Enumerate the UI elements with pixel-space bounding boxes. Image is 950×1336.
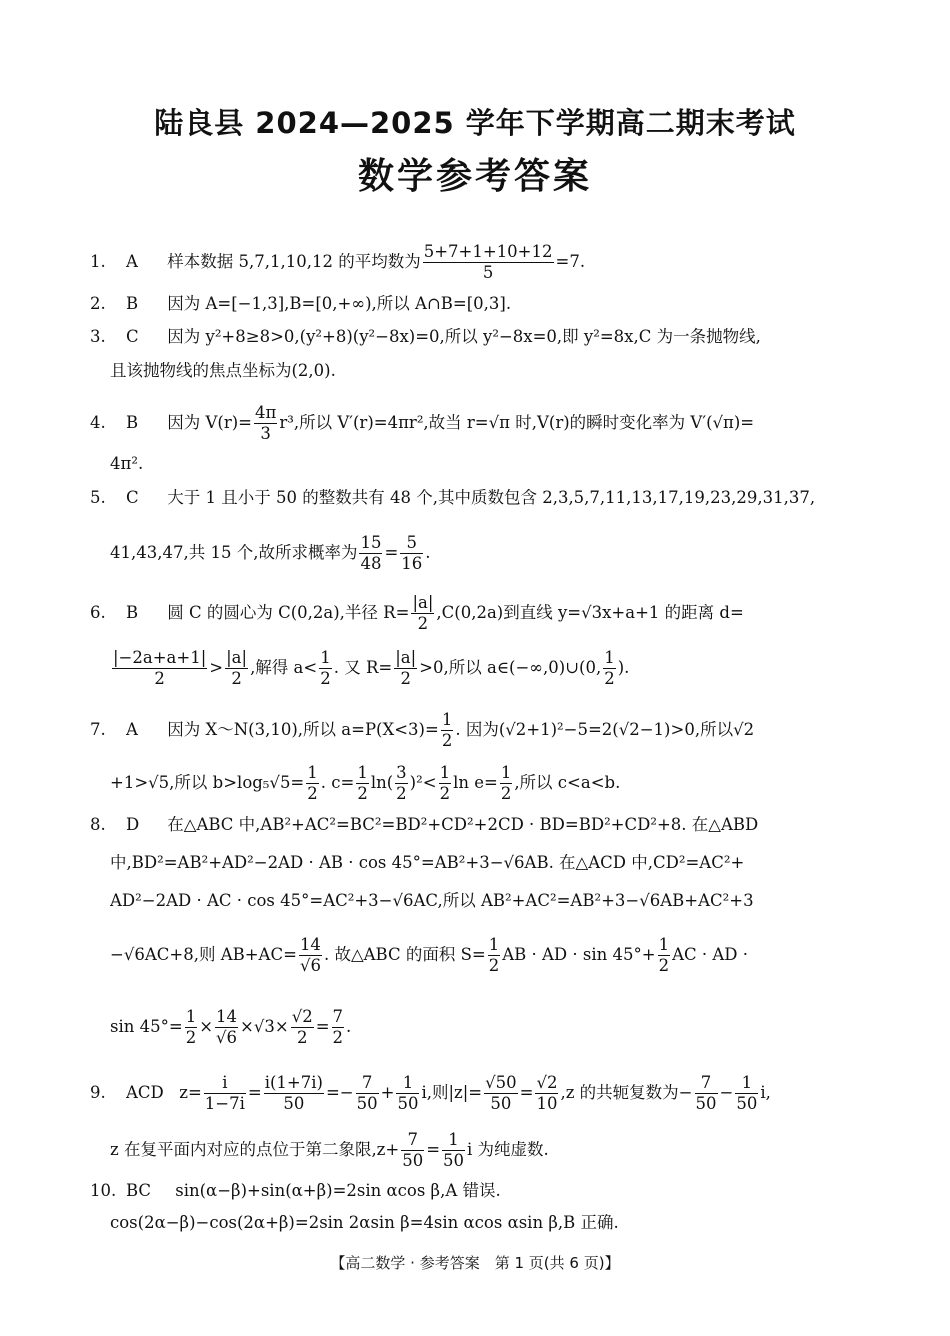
q-answer: B xyxy=(126,413,139,432)
q-num: 6. xyxy=(90,603,106,622)
answer-2 xyxy=(90,292,870,316)
q-answer: C xyxy=(126,327,139,346)
fraction: $\frac{3}{2}$ xyxy=(396,763,407,803)
q-num: 10. xyxy=(90,1181,117,1200)
answer-4: 4. B 因为 V(r)= $\frac{4\pi}{3}$ r³,所以 V′(r)=4πr²,故当 r=√π 时,V(r)的瞬时变化率为 V′(√π)= xyxy=(90,403,755,443)
fraction: $\frac{7}{50}$ xyxy=(695,1073,717,1113)
q-num: 3. xyxy=(90,327,106,346)
q-answer: C xyxy=(126,488,139,507)
fraction: $\frac{1}{2}$ xyxy=(441,710,453,750)
fraction: $\frac{5}{16}$ xyxy=(401,533,423,573)
answer-7-cont: +1>√5,所以 b>log₅√5= $\frac{1}{2}$ . c= $\frac{1}{2}$ ln( $\frac{3}{2}$ )²< $\frac{1}{2}$ ln e= $\frac{1}{2}$ ,所以 c<a<b. xyxy=(110,763,621,803)
q-num: 9. xyxy=(90,1083,106,1102)
fraction: $\frac{7}{2}$ xyxy=(332,1007,344,1047)
answer-8-cont-1: 中,BD²=AB²+AD²−2AD · AB · cos 45°=AB²+3−√6AB. 在△ACD 中,CD²=AC²+ xyxy=(110,853,745,872)
q-answer: B xyxy=(126,294,139,313)
fraction: $\frac{1}{50}$ xyxy=(736,1073,758,1113)
answer-4-cont: 4π². xyxy=(110,454,144,473)
answer-5-cont: 41,43,47,共 15 个,故所求概率为 $\frac{15}{48}$ = $\frac{5}{16}$ . xyxy=(110,533,431,573)
q2-text: 因为 A=[−1,3],B=[0,+∞),所以 A∩B=[0,3]. xyxy=(167,294,512,313)
answer-6-cont: $\frac{|-2a+a+1|}{2}$ > $\frac{|a|}{2}$ ,解得 a< $\frac{1}{2}$ . 又 R= $\frac{|a|}{2}$ >0,所以 a∈(−∞,0)∪(0, $\frac{1}{2}$ ). xyxy=(113,648,630,688)
answer-1: 1. A 样本数据 5,7,1,10,12 的平均数为 $\frac{5+7+1+10+12}{5}$ =7. xyxy=(90,242,586,282)
q-num: 8. xyxy=(90,815,106,834)
page-footer: 【高二数学 · 参考答案 第 1 页(共 6 页)】 xyxy=(330,1254,620,1272)
q-answer: D xyxy=(126,815,140,834)
q3-text: 因为 y²+8≥8>0,(y²+8)(y²−8x)=0,所以 y²−8x=0,即 y²=8x,C 为一条抛物线, xyxy=(167,327,761,346)
answer-7: 7. A 因为 X～N(3,10),所以 a=P(X<3)= $\frac{1}{2}$ . 因为(√2+1)²−5=2(√2−1)>0,所以√2 xyxy=(90,710,755,750)
fraction: $\frac{7}{50}$ xyxy=(356,1073,378,1113)
fraction: $\frac{1}{50}$ xyxy=(397,1073,419,1113)
fraction: $\frac{1}{50}$ xyxy=(443,1130,465,1170)
answer-10-cont: cos(2α−β)−cos(2α+β)=2sin 2αsin β=4sin αcos αsin β,B 正确. xyxy=(110,1213,619,1232)
q-answer: B xyxy=(126,603,139,622)
fraction: $\frac{i(1+7i)}{50}$ xyxy=(264,1073,323,1113)
answer-8-cont-3: −√6AC+8,则 AB+AC= $\frac{14}{√6}$ . 故△ABC 的面积 S= $\frac{1}{2}$ AB · AD · sin 45°+ $\frac{1}{2}$ AC · AD · xyxy=(110,935,748,975)
page-subtitle: 数学参考答案 xyxy=(357,156,592,197)
fraction: $\frac{1}{2}$ xyxy=(439,763,451,803)
answer-3 xyxy=(90,325,870,349)
fraction: $\frac{1}{2}$ xyxy=(604,648,615,688)
answer-9: 9. ACD z= $\frac{i}{1-7i}$ = $\frac{i(1+7i)}{50}$ =− $\frac{7}{50}$ + $\frac{1}{50}$ i,则|z|= $\frac{√50}{50}$ = $\frac{√2}{10}$ ,z 的共轭复数为− $\frac{7}{50}$ − $\frac{1}{50}$ i, xyxy=(90,1073,771,1113)
fraction: $\frac{√2}{10}$ xyxy=(536,1073,558,1113)
page-title: 陆良县 2024—2025 学年下学期高二期末考试 xyxy=(154,106,796,140)
fraction: $\frac{√50}{50}$ xyxy=(485,1073,517,1113)
q-num: 1. xyxy=(90,252,106,271)
answer-6: 6. B 圆 C 的圆心为 C(0,2a),半径 R= $\frac{|a|}{2}$ ,C(0,2a)到直线 y=√3x+a+1 的距离 d= xyxy=(90,593,744,633)
q-num: 4. xyxy=(90,413,106,432)
q-answer: A xyxy=(126,252,138,271)
fraction: $\frac{14}{√6}$ xyxy=(216,1007,238,1047)
fraction: $\frac{|a|}{2}$ xyxy=(395,648,417,688)
answer-5: 5. C 大于 1 且小于 50 的整数共有 48 个,其中质数包含 2,3,5,7,11,13,17,19,23,29,31,37, xyxy=(90,486,870,510)
q-answer: A xyxy=(126,720,138,739)
answer-8-cont-4: sin 45°= $\frac{1}{2}$ × $\frac{14}{√6}$ ×√3× $\frac{√2}{2}$ = $\frac{7}{2}$ . xyxy=(110,1007,352,1047)
fraction: $\frac{1}{2}$ xyxy=(320,648,331,688)
q-num: 2. xyxy=(90,294,106,313)
q-num: 7. xyxy=(90,720,106,739)
fraction: $\frac{1}{2}$ xyxy=(658,935,670,975)
fraction: $\frac{1}{2}$ xyxy=(307,763,318,803)
fraction: $\frac{√2}{2}$ xyxy=(291,1007,313,1047)
fraction: $\frac{|-2a+a+1|}{2}$ xyxy=(113,648,207,688)
fraction: $\frac{1}{2}$ xyxy=(500,763,512,803)
fraction: $\frac{i}{1-7i}$ xyxy=(204,1073,245,1113)
fraction: $\frac{4\pi}{3}$ xyxy=(255,403,277,443)
fraction: $\frac{1}{2}$ xyxy=(488,935,500,975)
fraction: $\frac{14}{√6}$ xyxy=(299,935,321,975)
answer-10: 10. BC sin(α−β)+sin(α+β)=2sin αcos β,A 错误. xyxy=(90,1179,870,1203)
fraction: $\frac{5+7+1+10+12}{5}$ xyxy=(423,242,553,282)
answer-9-cont: z 在复平面内对应的点位于第二象限,z+ $\frac{7}{50}$ = $\frac{1}{50}$ i 为纯虚数. xyxy=(110,1130,549,1170)
q-answer: BC xyxy=(126,1181,152,1200)
fraction: $\frac{1}{2}$ xyxy=(185,1007,197,1047)
fraction: $\frac{|a|}{2}$ xyxy=(226,648,248,688)
q-num: 5. xyxy=(90,488,106,507)
answer-8: 8. D 在△ABC 中,AB²+AC²=BC²=BD²+CD²+2CD · BD=BD²+CD²+8. 在△ABD xyxy=(90,813,870,837)
fraction: $\frac{15}{48}$ xyxy=(360,533,382,573)
fraction: $\frac{7}{50}$ xyxy=(402,1130,424,1170)
fraction: $\frac{|a|}{2}$ xyxy=(412,593,434,633)
q-answer: ACD xyxy=(126,1083,164,1102)
fraction: $\frac{1}{2}$ xyxy=(357,763,368,803)
answer-8-cont-2: AD²−2AD · AC · cos 45°=AC²+3−√6AC,所以 AB²+AC²=AB²+3−√6AB+AC²+3 xyxy=(110,891,754,910)
answer-3-cont: 且该抛物线的焦点坐标为(2,0). xyxy=(110,361,336,380)
q1-text: 样本数据 5,7,1,10,12 的平均数为 xyxy=(167,252,421,271)
